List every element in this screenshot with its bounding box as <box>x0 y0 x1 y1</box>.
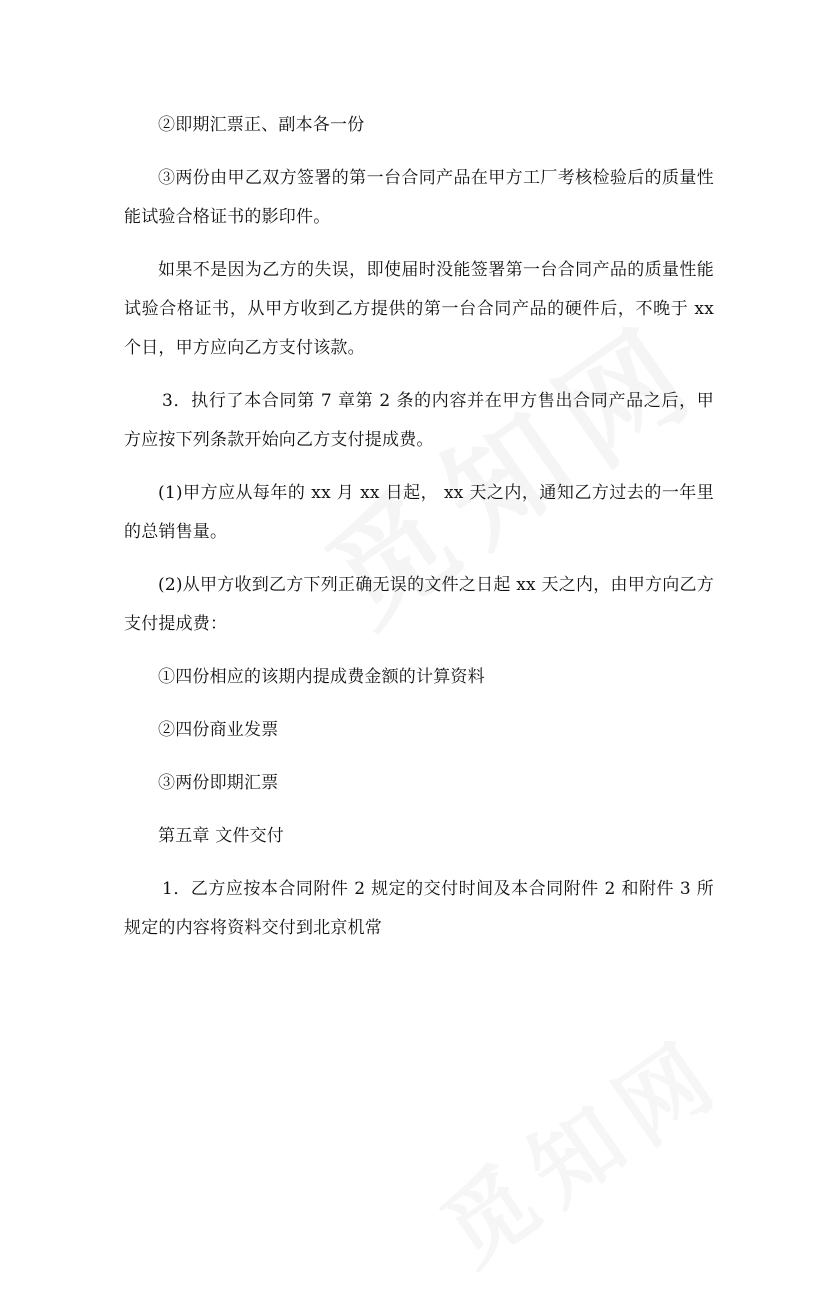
paragraph-document-delivery: 1．乙方应按本合同附件 2 规定的交付时间及本合同附件 2 和附件 3 所规定的内容将资料交付到北京机常 <box>124 879 714 938</box>
watermark-bottom <box>411 1001 746 1289</box>
paragraph-bill-copies: ②即期汇票正、副本各一份 <box>158 115 365 135</box>
list-item-sight-draft: ③两份即期汇票 <box>158 773 279 793</box>
paragraph-royalty-payment: (2)从甲方收到乙方下列正确无误的文件之日起 xx 天之内，由甲方向乙方支付提成费： <box>124 575 714 634</box>
document-body <box>124 106 714 962</box>
paragraph-payment-condition: 如果不是因为乙方的失误，即使届时没能签署第一台合同产品的质量性能试验合格证书，从甲方收到乙方提供的第一台合同产品的硬件后，不晚于 xx 个日，甲方应向乙方支付该款。 <box>124 260 714 358</box>
paragraph-clause-3: 3．执行了本合同第 7 章第 2 条的内容并在甲方售出合同产品之后，甲方应按下列条款开始向乙方支付提成费。 <box>124 391 714 450</box>
list-item-calculation-data: ①四份相应的该期内提成费金额的计算资料 <box>158 667 485 687</box>
paragraph-test-certificate: ③两份由甲乙双方签署的第一台合同产品在甲方工厂考核检验后的质量性能试验合格证书的影印件。 <box>124 168 714 227</box>
chapter-heading: 第五章 文件交付 <box>158 826 285 846</box>
paragraph-sales-notice: (1)甲方应从每年的 xx 月 xx 日起， xx 天之内，通知乙方过去的一年里的总销售量。 <box>124 483 714 542</box>
list-item-commercial-invoice: ②四份商业发票 <box>158 720 279 740</box>
